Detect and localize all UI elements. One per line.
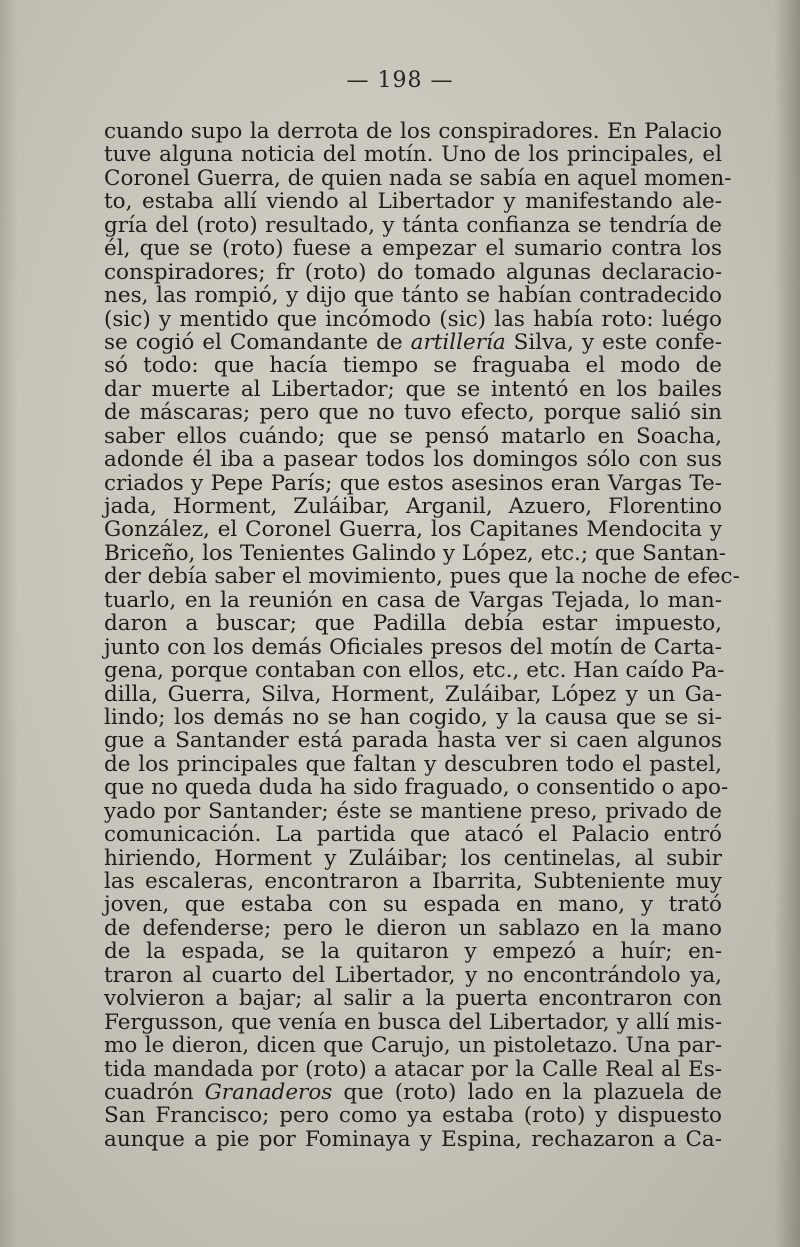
text-line: gría del (roto) resultado, y tánta confianza se tendría de <box>104 212 722 238</box>
text-line: yado por Santander; éste se mantiene preso, privado de <box>104 798 722 824</box>
text-line: San Francisco; pero como ya estaba (roto) y dispuesto <box>104 1103 722 1129</box>
text-line: saber ellos cuándo; que se pensó matarlo en Soacha, <box>104 423 722 449</box>
text-line: mo le dieron, dicen que Carujo, un pistoletazo. Una par- <box>104 1033 722 1059</box>
text-line: Briceño, los Tenientes Galindo y López, etc.; que Santan- <box>104 540 727 566</box>
text-line: hiriendo, Horment y Zuláibar; los centinelas, al subir <box>104 845 722 871</box>
text-line: de máscaras; pero que no tuvo efecto, porque salió sin <box>104 400 722 426</box>
text-line: jada, Horment, Zuláibar, Arganil, Azuero, Florentino <box>104 494 722 519</box>
text-line: se cogió el Comandante de artillería Silva, y este confe- <box>104 329 722 355</box>
text-line: tida mandada por (roto) a atacar por la Calle Real al Es- <box>104 1056 722 1082</box>
text-line: joven, que estaba con su espada en mano, y trató <box>104 892 722 918</box>
text-line: cuando supo la derrota de los conspiradores. En Palacio <box>104 119 722 144</box>
body-text <box>104 119 740 1152</box>
text-line: gue a Santander está parada hasta ver si caen algunos <box>104 728 722 754</box>
italic-word: artillería <box>410 329 506 355</box>
italic-word: Granaderos <box>204 1079 333 1105</box>
text-line: (sic) y mentido que incómodo (sic) las había roto: luégo <box>104 306 722 332</box>
text-line: gena, porque contaban con ellos, etc., etc. Han caído Pa- <box>104 658 725 684</box>
text-line: tuarlo, en la reunión en casa de Vargas Tejada, lo man- <box>104 587 722 613</box>
text-line: nes, las rompió, y dijo que tánto se habían contradecido <box>104 283 722 309</box>
text-line: de los principales que faltan y descubren todo el pastel, <box>104 751 722 777</box>
text-line: comunicación. La partida que atacó el Palacio entró <box>104 822 722 848</box>
text-line: adonde él iba a pasear todos los domingos sólo con sus <box>104 447 722 473</box>
text-line: só todo: que hacía tiempo se fraguaba el modo de <box>104 353 722 379</box>
text-line: junto con los demás Oficiales presos del motín de Carta- <box>104 634 722 660</box>
text-line: volvieron a bajar; al salir a la puerta encontraron con <box>104 986 722 1012</box>
text-line: aunque a pie por Fominaya y Espina, rechazaron a Ca- <box>104 1126 722 1152</box>
page-right-shadow <box>774 0 800 1247</box>
text-line: dilla, Guerra, Silva, Horment, Zuláibar, López y un Ga- <box>104 681 722 707</box>
text-line: que no queda duda ha sido fraguado, o consentido o apo- <box>104 775 729 801</box>
text-line: lindo; los demás no se han cogido, y la causa que se si- <box>104 704 722 730</box>
text-line: cuadrón Granaderos que (roto) lado en la plazuela de <box>104 1079 722 1105</box>
text-line: daron a buscar; que Padilla debía estar impuesto, <box>104 611 722 637</box>
text-line: traron al cuarto del Libertador, y no encontrándolo ya, <box>104 962 722 988</box>
text-line: tuve alguna noticia del motín. Uno de los principales, el <box>104 142 722 168</box>
text-line: to, estaba allí viendo al Libertador y manifestando ale- <box>104 189 722 215</box>
text-line: conspiradores; fr (roto) do tomado algunas declaracio- <box>104 259 722 285</box>
text-line: él, que se (roto) fuese a empezar el sumario contra los <box>104 236 722 262</box>
page-left-shadow <box>0 0 18 1247</box>
text-line: de defenderse; pero le dieron un sablazo en la mano <box>104 915 722 941</box>
text-line: Fergusson, que venía en busca del Libertador, y allí mis- <box>104 1009 722 1035</box>
text-line: Coronel Guerra, de quien nada se sabía en aquel momen- <box>104 165 732 191</box>
text-line: dar muerte al Libertador; que se intentó en los bailes <box>104 376 722 402</box>
page-number: — 198 — <box>346 68 454 93</box>
text-line: las escaleras, encontraron a Ibarrita, Subteniente muy <box>104 869 722 894</box>
text-line: de la espada, se la quitaron y empezó a huír; en- <box>104 939 722 965</box>
text-line: criados y Pepe París; que estos asesinos eran Vargas Te- <box>104 470 722 496</box>
text-line: González, el Coronel Guerra, los Capitanes Mendocita y <box>104 517 722 543</box>
text-line: der debía saber el movimiento, pues que la noche de efec- <box>104 564 740 590</box>
